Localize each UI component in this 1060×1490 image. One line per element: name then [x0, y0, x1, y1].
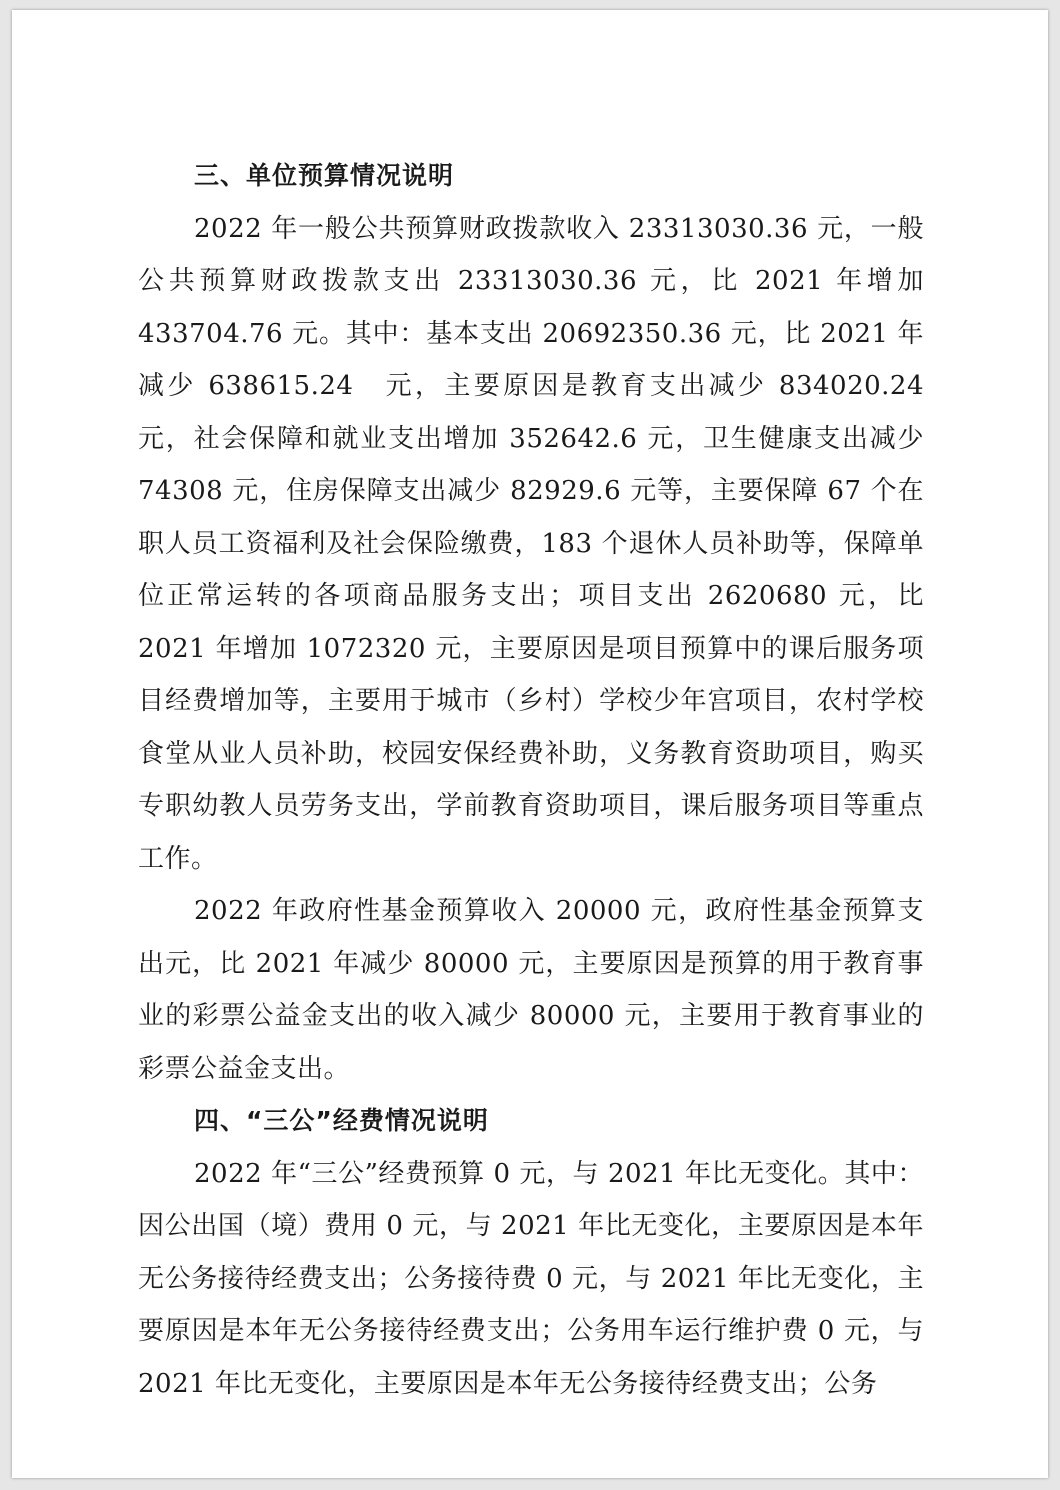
paragraph-government-fund: 2022 年政府性基金预算收入 20000 元，政府性基金预算支出元，比 2021 年减少 80000 元，主要原因是预算的用于教育事业的彩票公益金支出的收入减少 80000 元，主要用于教育事业的彩票公益金支出。 — [138, 896, 924, 1084]
paragraph-three-public-funds: 2022 年“三公”经费预算 0 元，与 2021 年比无变化。其中：因公出国（境）费用 0 元，与 2021 年比无变化，主要原因是本年无公务接待经费支出；公务接待费 0 元，与 2021 年比无变化，主要原因是本年无公务接待经费支出；公务用车运行维护费 0 元，与 2021 年比无变化，主要原因是本年无公务接待经费支出；公务 — [138, 1158, 924, 1399]
section-heading-three-public: 四、“三公”经费情况说明 — [194, 1106, 489, 1135]
paragraph-general-budget: 2022 年一般公共预算财政拨款收入 23313030.36 元，一般公共预算财政拨款支出 23313030.36 元，比 2021 年增加 433704.76 元。其中：基本支出 20692350.36 元，比 2021 年减少 638615.24 元，主要原因是教育支出减少 834020.24 元，社会保障和就业支出增加 352642.6 元，卫生健康支出减少 74308 元，住房保障支出减少 82929.6 元等，主要保障 67 个在职人员工资福利及社会保险缴费，183 个退休人员补助等，保障单位正常运转的各项商品服务支出；项目支出 2620680 元，比 2021 年增加 1072320 元，主要原因是项目预算中的课后服务项目经费增加等，主要用于城市（乡村）学校少年宫项目，农村学校食堂从业人员补助，校园安保经费补助，义务教育资助项目，购买专职幼教人员劳务支出，学前教育资助项目，课后服务项目等重点工作。 — [138, 213, 924, 874]
section-heading-budget: 三、单位预算情况说明 — [194, 161, 455, 190]
document-body — [138, 150, 924, 1410]
document-page — [12, 10, 1048, 1478]
